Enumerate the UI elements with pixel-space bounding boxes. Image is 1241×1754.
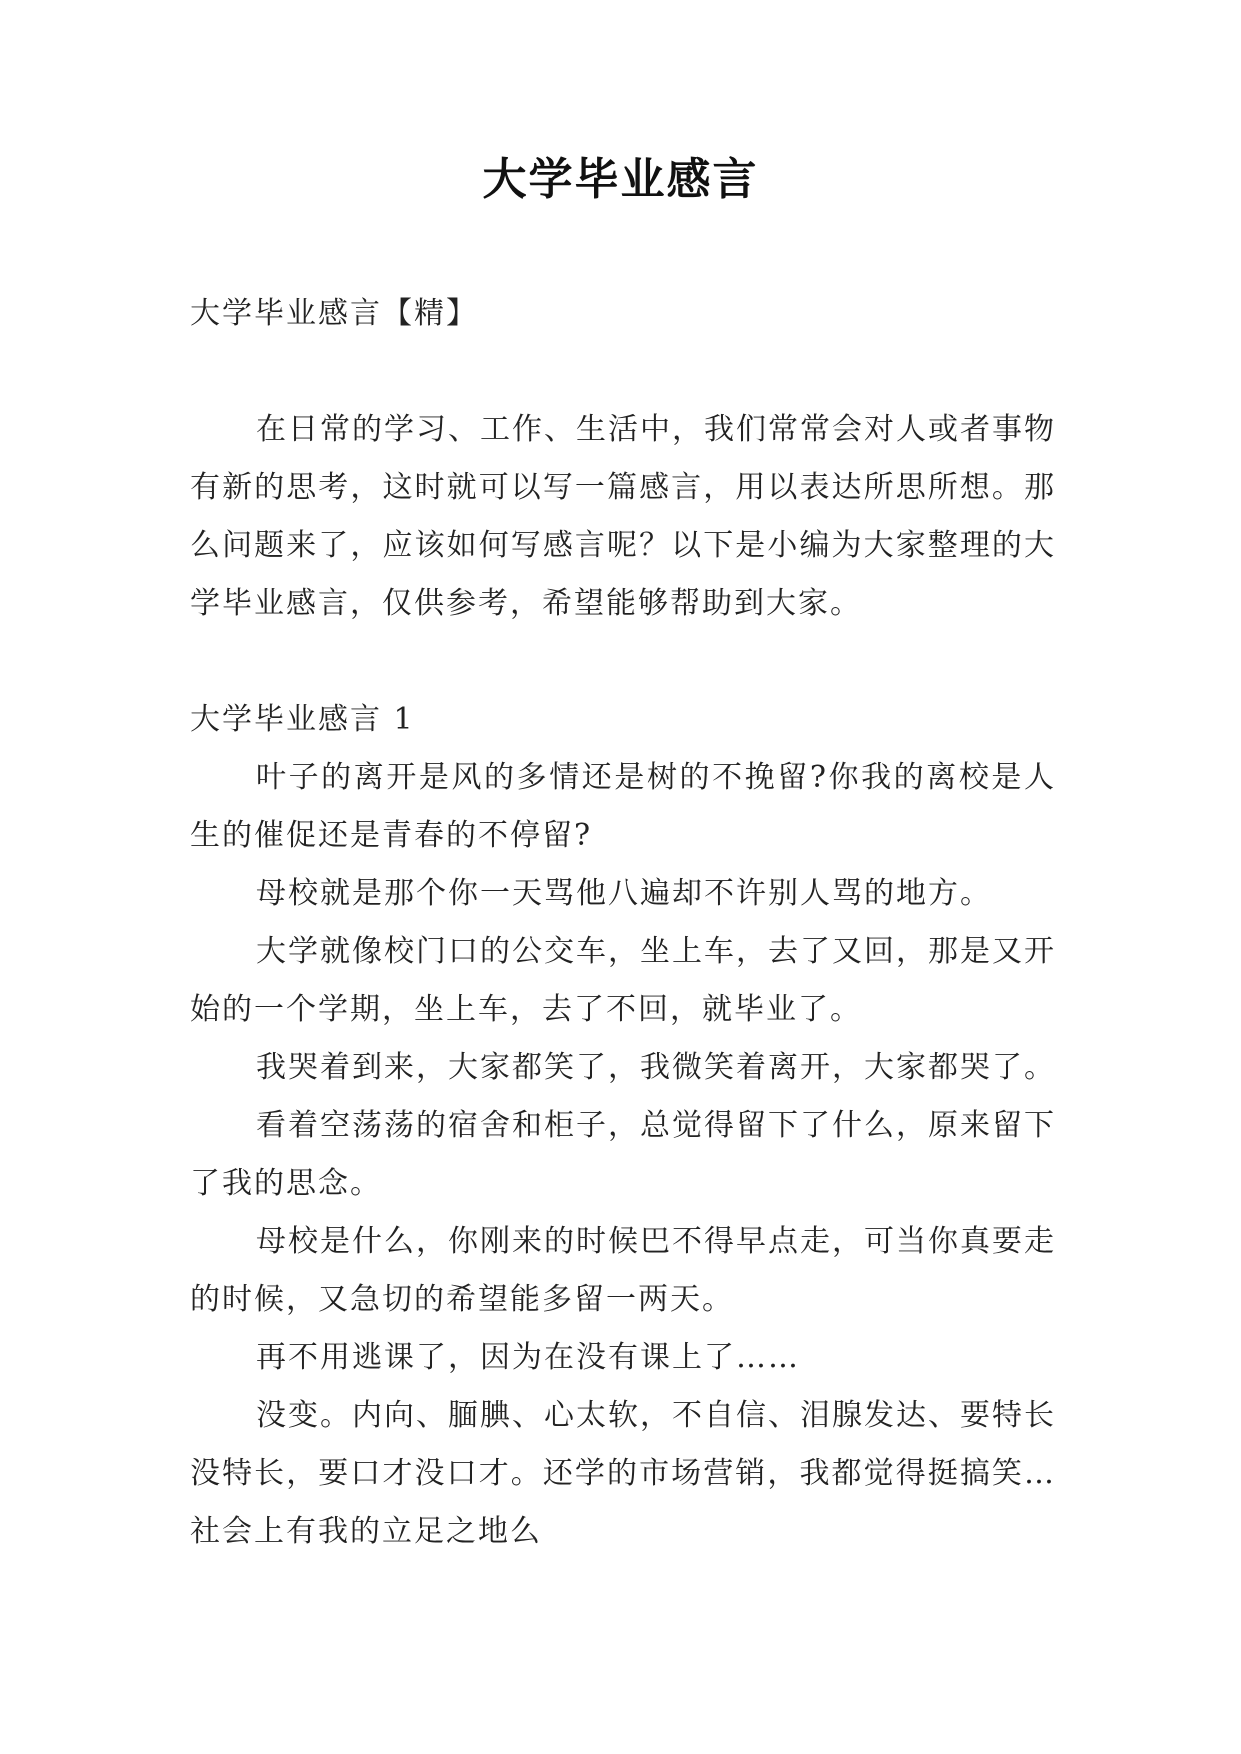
paragraph-4: 我哭着到来，大家都笑了，我微笑着离开，大家都哭了。: [256, 1050, 1056, 1085]
document-title: 大学毕业感言: [482, 154, 759, 205]
document-body: [190, 285, 1056, 1561]
paragraph-3: 大学就像校门口的公交车，坐上车，去了又回，那是又开始的一个学期，坐上车，去了不回，就毕业了。: [190, 934, 1056, 1027]
paragraph-6: 母校是什么，你刚来的时候巴不得早点走，可当你真要走的时候，又急切的希望能多留一两天。: [190, 1224, 1056, 1317]
paragraph-8: 没变。内向、腼腆、心太软，不自信、泪腺发达、要特长没特长，要口才没口才。还学的市场营销，我都觉得挺搞笑…社会上有我的立足之地么: [190, 1398, 1056, 1549]
paragraph-2: 母校就是那个你一天骂他八遍却不许别人骂的地方。: [256, 876, 992, 911]
paragraph-7: 再不用逃课了，因为在没有课上了……: [256, 1340, 800, 1375]
section-heading-1: 大学毕业感言 1: [190, 702, 415, 737]
intro-paragraph: 在日常的学习、工作、生活中，我们常常会对人或者事物有新的思考，这时就可以写一篇感言，用以表达所思所想。那么问题来了，应该如何写感言呢？以下是小编为大家整理的大学毕业感言，仅供参考，希望能够帮助到大家。: [190, 412, 1056, 621]
paragraph-1: 叶子的离开是风的多情还是树的不挽留?你我的离校是人生的催促还是青春的不停留?: [190, 760, 1056, 853]
document-subtitle: 大学毕业感言【精】: [190, 296, 478, 331]
paragraph-5: 看着空荡荡的宿舍和柜子，总觉得留下了什么，原来留下了我的思念。: [190, 1108, 1056, 1201]
